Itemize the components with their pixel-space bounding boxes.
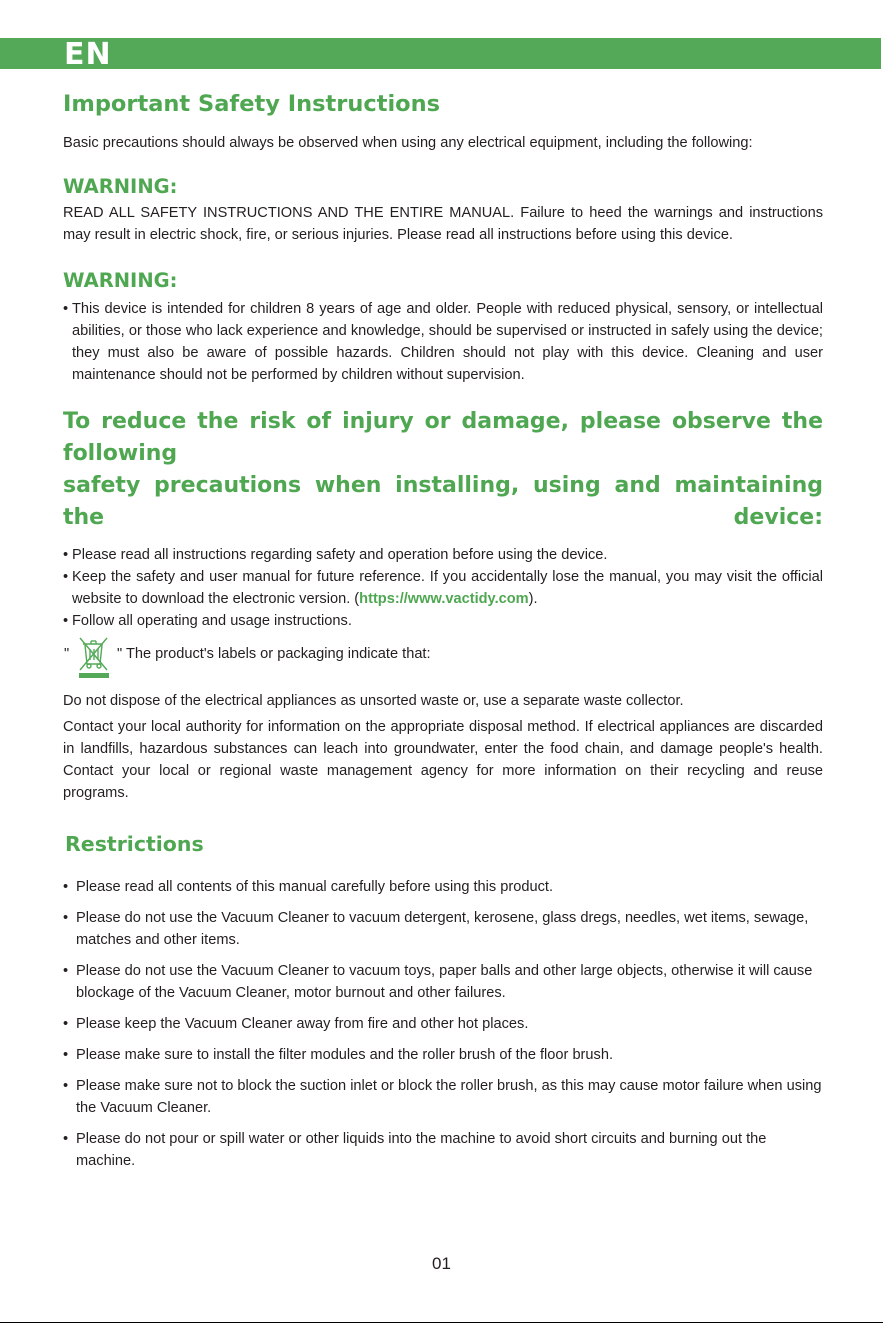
precaution-item bbox=[63, 566, 823, 610]
weee-notice-text: " The product's labels or packaging indicate that: bbox=[117, 646, 431, 662]
disposal-text: Do not dispose of the electrical appliances as unsorted waste or, use a separate waste collector. bbox=[63, 693, 684, 709]
risk-heading-line-1: To reduce the risk of injury or damage, please observe the following bbox=[63, 409, 823, 466]
restrictions-heading: Restrictions bbox=[65, 832, 204, 856]
precaution-item: • Follow all operating and usage instructions. bbox=[63, 610, 823, 632]
precautions-list bbox=[63, 544, 823, 632]
restriction-item: • Please make sure not to block the suction inlet or block the roller brush, as this may cause motor failure when using the Vacuum Cleaner. bbox=[63, 1075, 823, 1119]
restriction-item: • Please keep the Vacuum Cleaner away from fire and other hot places. bbox=[63, 1013, 823, 1035]
weee-notice-row bbox=[63, 638, 823, 684]
precaution-text: ). bbox=[528, 591, 538, 607]
bottom-rule bbox=[0, 1322, 883, 1323]
crossed-out-wheelie-bin-icon bbox=[77, 634, 111, 680]
restrictions-list bbox=[63, 876, 823, 1172]
contact-authority-text: Contact your local authority for information on the appropriate disposal method. If electrical appliances are discarded in landfills, hazardous substances can leach into groundwater, enter the food chain, and damage people's health. Contact your local or regional waste management agency for more information on their recycling and reuse programs. bbox=[63, 719, 823, 801]
restriction-item: • Please make sure to install the filter modules and the roller brush of the floor brush. bbox=[63, 1044, 823, 1066]
intro-text: Basic precautions should always be observed when using any electrical equipment, including the following: bbox=[63, 135, 753, 151]
warning-heading-1: WARNING: bbox=[63, 175, 178, 198]
restriction-item: • Please read all contents of this manual carefully before using this product. bbox=[63, 876, 823, 898]
warning-text-2: • This device is intended for children 8 years of age and older. People with reduced physical, sensory, or intellectual abilities, or those who lack experience and knowledge, should be supervised or instructed in safely using the device; they must also be aware of possible hazards. Children should not play with this device. Cleaning and user maintenance should not be performed by children without supervision. bbox=[63, 298, 823, 386]
restriction-item: • Please do not use the Vacuum Cleaner to vacuum toys, paper balls and other large objects, otherwise it will cause blockage of the Vacuum Cleaner, motor burnout and other failures. bbox=[63, 960, 823, 1004]
page-content bbox=[63, 88, 823, 1181]
page-title: Important Safety Instructions bbox=[63, 91, 441, 117]
warning-heading-2: WARNING: bbox=[63, 269, 178, 292]
warning-text-1: READ ALL SAFETY INSTRUCTIONS AND THE ENTIRE MANUAL. Failure to heed the warnings and instructions may result in electric shock, fire, or serious injuries. Please read all instructions before using this device. bbox=[63, 205, 823, 243]
language-label: EN bbox=[64, 37, 112, 72]
website-link[interactable]: https://www.vactidy.com bbox=[359, 591, 529, 607]
language-bar bbox=[0, 37, 881, 72]
restriction-item: • Please do not pour or spill water or other liquids into the machine to avoid short circuits and burning out the machine. bbox=[63, 1128, 823, 1172]
open-quote: " bbox=[64, 646, 70, 662]
warning-list-2 bbox=[63, 298, 823, 386]
precaution-item: • Please read all instructions regarding safety and operation before using the device. bbox=[63, 544, 823, 566]
risk-heading-line-2: safety precautions when installing, using and maintaining the device: bbox=[63, 473, 823, 530]
risk-heading bbox=[63, 406, 823, 534]
page-number: 01 bbox=[432, 1254, 451, 1273]
precaution-text: Keep the safety and user manual for future reference. If you accidentally lose the manual, you may visit the official website to download the electronic version. ( bbox=[72, 569, 823, 607]
restriction-item: • Please do not use the Vacuum Cleaner to vacuum detergent, kerosene, glass dregs, needles, wet items, sewage, matches and other items. bbox=[63, 907, 823, 951]
